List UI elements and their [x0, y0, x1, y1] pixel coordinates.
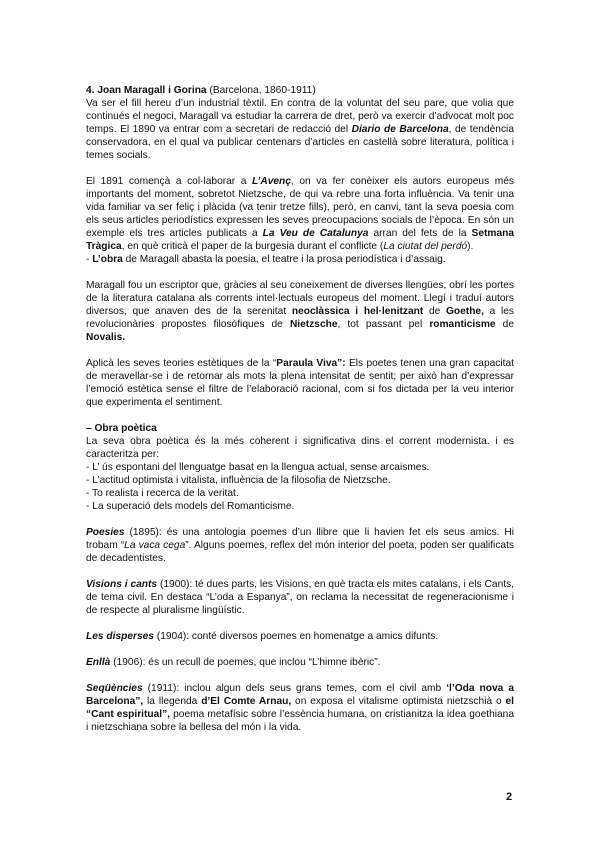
section-dates: (Barcelona, 1860-1911)	[206, 85, 316, 96]
disperses-title: Les disperses	[86, 631, 154, 642]
entry-visions-i-cants: Visions i cants (1900): té dues parts, les Visions, en què tracta els mites catalans, i els Cants, de tema civil. En destaca “L’oda a Espanya”, on reclama la necessitat de regeneracionisme i de respecte al pluralisme lingüístic.	[86, 579, 514, 616]
entry-les-disperses: Les disperses (1904): conté diversos poemes en homenatge a amics difunts.	[86, 631, 439, 642]
oda-nova-title: ‘l’Oda nova a Barcelona”,	[86, 683, 514, 707]
list-item: - L’actitud optimista i vitalista, influència de la filosofia de Nietzsche.	[86, 475, 391, 486]
visions-title: Visions i cants	[86, 579, 158, 590]
obra-poetica-intro: La seva obra poètica és la més coherent i significativa dins el corrent modernista. i es caracteritza per:	[86, 436, 514, 460]
setmana-tragica: Setmana Tràgica	[86, 228, 514, 252]
paragraph-influences: Maragall fou un escriptor que, gràcies al seu coneixement de diverses llengües, obrí les portes de la literatura catalana als corrents intel·lectuals europeus del moment. Llegí i traduí autors diversos, que anaven des de la serenitat neoclàssica i hel·lenitzant de Goethe, a les revolucionàries propostes filosòfiques de Nietzsche, tot passant pel romanticisme de Novalis.	[86, 280, 515, 343]
sequencies-title: Seqüències	[86, 683, 143, 694]
list-item: - L’ ús espontani del llenguatge basat en la llengua actual, sense arcaismes.	[86, 462, 430, 473]
page-number: 2	[506, 791, 513, 803]
goethe-name: Goethe,	[445, 306, 484, 317]
comte-arnau-title: d’El Comte Arnau,	[201, 696, 292, 707]
vaca-cega-title: La vaca cega	[124, 540, 186, 551]
entry-sequencies: Seqüències (1911): inclou algun dels seus grans temes, com el civil amb ‘l’Oda nova a Barcelona”, la llegenda d’El Comte Arnau, on exposa el vitalisme optimista nietzschià o el “Cant espiritual”, poema metafísic sobre l’essència humana, on cristianitza la idea goethiana i nietzschiana sobre la bellesa del món i la vida.	[86, 683, 514, 733]
section-heading	[86, 84, 514, 97]
section-title: 4. Joan Maragall i Gorina	[86, 85, 207, 96]
paraula-viva-term: Paraula Viva”:	[276, 358, 346, 369]
document-body	[86, 84, 514, 734]
diario-de-barcelona: Diario de Barcelona	[351, 124, 449, 135]
cant-espiritual-title: el “Cant espiritual”,	[86, 696, 514, 720]
neoclassica-term: neoclàssica i hel·lenitzant	[291, 306, 424, 317]
nietzsche-name: Nietzsche	[289, 319, 338, 330]
entry-poesies: Poesies (1895): és una antologia poemes d’un llibre que li havien fet els seus amics. Hi trobam “La vaca cega”. Alguns poemes, reflex del món interior del poeta, poden ser qualificats de decadentistes.	[86, 527, 514, 564]
list-item: - La superació dels models del Romanticisme.	[86, 501, 295, 512]
obra-poetica-heading: – Obra poètica	[86, 423, 157, 434]
paragraph-paraula-viva: Aplicà les seves teories estètiques de la “Paraula Viva”: Els poetes tenen una gran capacitat de meravellar-se i de retornar als mots la plena intensitat de sentit; per això han d’expressar l’emoció estètica sense el filtre de l’elaboració racional, com si fos dictada per la veu interior que experimenta el sentiment.	[86, 358, 514, 408]
romanticisme-term: romanticisme	[429, 319, 496, 330]
lavenc-title: L’Avenç	[252, 176, 291, 187]
list-item: - To realista i recerca de la veritat.	[86, 488, 239, 499]
enlla-title: Enllà	[86, 657, 111, 668]
ciutat-del-perdo-title: La ciutat del perdó	[383, 241, 468, 252]
veu-de-catalunya-title: La Veu de Catalunya	[262, 228, 369, 239]
obra-label: L’obra	[92, 254, 123, 265]
paragraph-biography: Va ser el fill hereu d’un industrial tèxtil. En contra de la voluntat del seu pare, que volia que continués el negoci, Maragall va estudiar la carrera de dret, però va exercir d’advocat molt poc temps. El 1890 va entrar com a secretari de redacció del Diario de Barcelona, de tendència conservadora, en el qual va publicar centenars d’articles en castellà sobre literatura, política i temes socials.	[86, 98, 514, 161]
paragraph-avenc: El 1891 començà a col·laborar a L’Avenç, on va fer conèixer els autors europeus més importants del moment, sobretot Nietzsche, de qui va rebre una forta influència. Va tenir una vida familiar va ser feliç i plàcida (va tenir tretze fills), però, en canvi, tant la seva poesia com els seus articles periodístics expressen les seves preocupacions socials de l’època. En són un exemple els tres articles publicats a La Veu de Catalunya arran del fets de la Setmana Tràgica, en què criticà el paper de la burgesia durant el conflicte (La ciutat del perdó). - L’obra de Maragall abasta la poesia, el teatre i la prosa periodística i d’assaig.	[86, 176, 514, 265]
entry-enlla: Enllà (1906): és un recull de poemes, que inclou “L’himne ibèric”.	[86, 657, 381, 668]
novalis-name: Novalis.	[86, 332, 126, 343]
poesies-title: Poesies	[86, 527, 125, 538]
